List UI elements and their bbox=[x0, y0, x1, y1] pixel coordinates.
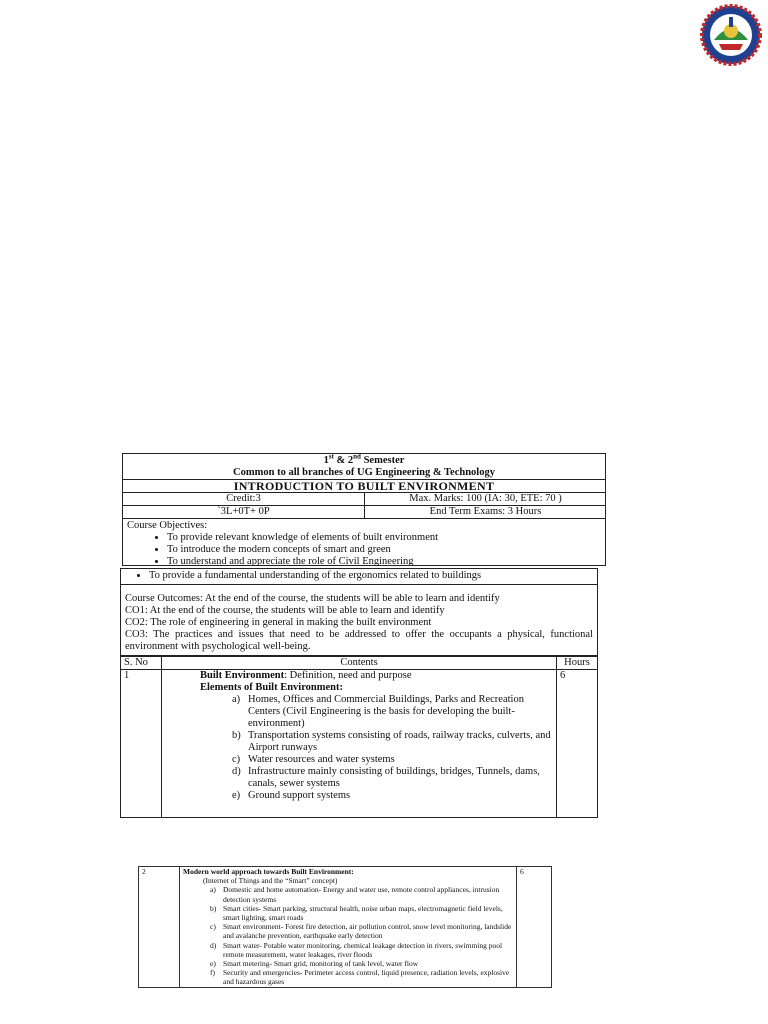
row-sno: 2 bbox=[139, 867, 180, 988]
outcomes-intro: Course Outcomes: At the end of the course, the students will be able to learn and identify bbox=[125, 593, 500, 604]
list-item: b) Smart cities- Smart parking, structural health, noise urban maps, electromagnetic field levels, smart lighting, smart roads bbox=[210, 903, 503, 923]
course-outcomes bbox=[120, 585, 598, 656]
credit-value: Credit:3 bbox=[123, 493, 365, 505]
row-title: Built Environment: Definition, need and purpose bbox=[200, 670, 412, 681]
row-title: Modern world approach towards Built Environment: bbox=[183, 867, 354, 876]
col-sno-header: S. No bbox=[121, 657, 162, 670]
list-item: e) Smart metering- Smart grid, monitoring of tank level, water flow bbox=[210, 959, 419, 969]
list-item: e) Ground support systems bbox=[232, 790, 351, 801]
row-subtitle: (Internet of Things and the “Smart” concept) bbox=[203, 876, 338, 886]
list-item: c) Smart environment- Forest fire detection, air pollution control, snow level monitoring, landslide and avalanche prevention, earthquake early detection bbox=[210, 922, 512, 941]
ltp-value: `3L+0T+ 0P bbox=[123, 506, 365, 518]
row-contents bbox=[162, 670, 557, 818]
objective-item: • To introduce the modern concepts of smart and green bbox=[167, 544, 601, 556]
course-outcomes-table bbox=[120, 568, 598, 818]
credit-row bbox=[122, 493, 606, 506]
objectives-heading: Course Objectives: bbox=[127, 520, 208, 531]
university-emblem-icon bbox=[700, 4, 762, 66]
row-hours: 6 bbox=[517, 867, 552, 988]
row-subheading: Elements of Built Environment: bbox=[200, 682, 344, 693]
course-objectives-continued bbox=[120, 568, 598, 585]
exam-duration-value: End Term Exams: 3 Hours bbox=[429, 506, 542, 517]
outcomes-heading: Course Outcomes bbox=[125, 593, 200, 604]
list-item: c) Water resources and water systems bbox=[232, 754, 395, 765]
row-contents bbox=[180, 867, 517, 988]
list-item: f) Security and emergencies- Perimeter access control, liquid presence, radiation levels, explosive and hazardous gases bbox=[210, 968, 510, 987]
list-item: d) Infrastructure mainly consisting of buildings, bridges, Tunnels, dams, canals, sewer systems bbox=[232, 766, 540, 789]
contents-table bbox=[120, 656, 598, 818]
objective-item: • To provide a fundamental understanding of the ergonomics related to buildings bbox=[149, 570, 593, 582]
list-item: a) Homes, Offices and Commercial Buildings, Parks and Recreation Centers (Civil Engineering is the basis for developing the built-environment) bbox=[232, 694, 524, 729]
semester-label: 1st & 2nd Semester bbox=[122, 453, 606, 467]
col-contents-header: Contents bbox=[162, 657, 557, 670]
course-title: INTRODUCTION TO BUILT ENVIRONMENT bbox=[122, 479, 606, 493]
max-marks-value: Max. Marks: 100 (IA: 30, ETE: 70 ) bbox=[409, 493, 562, 504]
objective-item: • To understand and appreciate the role of Civil Engineering bbox=[167, 556, 601, 566]
list-item: d) Smart water- Potable water monitoring, chemical leakage detection in rivers, swimming pool remote measurement, water leakages, river floods bbox=[210, 940, 503, 959]
list-item: b) Transportation systems consisting of roads, railway tracks, culverts, and Airport runways bbox=[232, 730, 551, 753]
list-item: a) Domestic and home automation- Energy and water use, remote control appliances, intrusion detection systems bbox=[210, 885, 500, 904]
row-hours: 6 bbox=[557, 670, 598, 818]
common-branches-label: Common to all branches of UG Engineering & Technology bbox=[122, 467, 606, 479]
outcome-item: CO1: At the end of the course, the students will be able to learn and identify bbox=[125, 605, 445, 616]
outcome-item: CO3: The practices and issues that need to be addressed to offer the occupants a physical, functional environment with psychological well-being. bbox=[125, 629, 593, 652]
objective-item: • To provide relevant knowledge of elements of built environment bbox=[167, 532, 601, 544]
outcome-item: CO2: The role of engineering in general in making the built environment bbox=[125, 617, 432, 628]
row-sno: 1 bbox=[121, 670, 162, 818]
contents-table-continued bbox=[138, 866, 552, 988]
course-objectives bbox=[122, 519, 606, 566]
ltp-row bbox=[122, 506, 606, 519]
table-header-row bbox=[121, 657, 598, 670]
table-row bbox=[121, 670, 598, 818]
col-hours-header: Hours bbox=[557, 657, 598, 670]
table-row bbox=[139, 867, 552, 988]
course-header-table bbox=[122, 453, 606, 566]
